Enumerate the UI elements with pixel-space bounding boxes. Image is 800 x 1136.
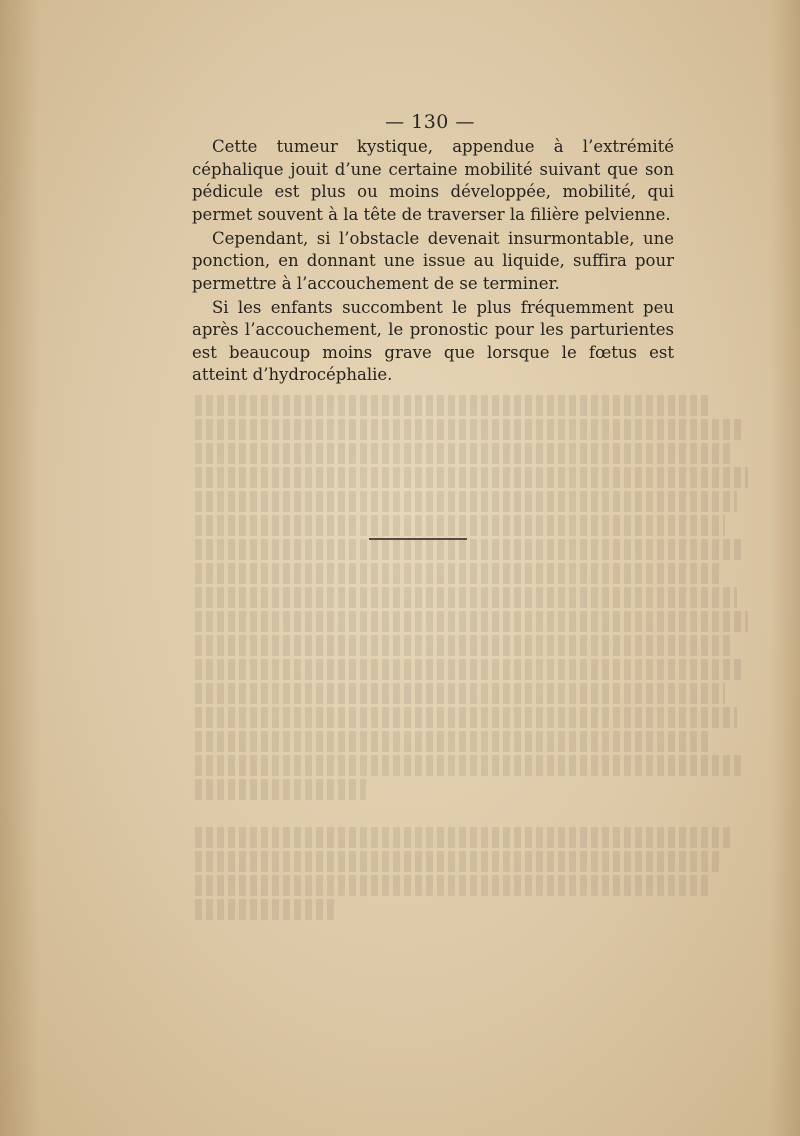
body-text	[192, 136, 674, 388]
page-edge-shadow-left	[0, 0, 40, 1136]
paragraph-1: Cette tumeur kystique, appendue à l’extrémité céphalique jouit d’une certaine mobilité suivant que son pédicule est plus ou moins développée, mobilité, qui permet souvent à la tête de traverser la filière pelvienne.	[192, 137, 674, 224]
paragraph-3: Si les enfants succombent le plus fréquemment peu après l’accouchement, le pronostic pour les parturientes est beaucoup moins grave que lorsque le fœtus est atteint d’hydrocéphalie.	[192, 297, 674, 385]
page-edge-shadow-right	[770, 0, 800, 1136]
show-through-bleed	[195, 395, 765, 935]
page-number: — 130 —	[385, 111, 475, 133]
section-divider-rule	[369, 538, 467, 540]
paragraph-2: Cependant, si l’obstacle devenait insurmontable, une ponction, en donnant une issue au liquide, suffira pour permettre à l’accouchement de se terminer.	[192, 228, 674, 293]
